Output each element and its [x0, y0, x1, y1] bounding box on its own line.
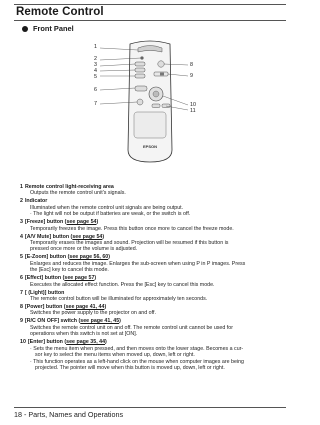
- entry-title-text: Indicator: [24, 198, 48, 205]
- title-rule: [14, 20, 286, 21]
- entry-number: 8: [20, 304, 23, 311]
- entry-number: 1: [20, 184, 23, 190]
- callout-3: 3: [94, 62, 97, 68]
- entry-title-text: [ (Light)] button: [24, 289, 65, 296]
- list-item: [20, 290, 288, 303]
- effect-button-shape: [135, 86, 147, 91]
- entry-number: 4: [20, 233, 23, 240]
- callout-10: 10: [190, 102, 196, 108]
- entry-title-text: [Enter] button (: [27, 339, 67, 346]
- page-reference-link[interactable]: see page 57: [64, 275, 95, 282]
- bullet-icon: [22, 26, 28, 32]
- remote-control-figure: [80, 38, 220, 168]
- description-bullet: · Sets the menu item when pressed, and then moves onto the lower stage. Becomes a cur-: [30, 346, 288, 352]
- entry-title-text: [A/V Mute] button (: [24, 233, 73, 240]
- page-reference-link[interactable]: see page 56, 60: [69, 254, 109, 261]
- list-item: [20, 219, 288, 232]
- list-item: [20, 318, 288, 337]
- subheading-text: Front Panel: [33, 24, 74, 33]
- entry-description: [20, 261, 288, 274]
- callout-4: 4: [94, 68, 97, 74]
- page-title: Remote Control: [16, 6, 104, 18]
- entry-number: 9: [20, 318, 23, 325]
- description-line: pressed once more or the volume is adjusted.: [30, 246, 138, 253]
- callout-8: 8: [190, 62, 193, 68]
- entry-number: 3: [20, 219, 23, 226]
- description-bullet: · The light will not be output if batteries are weak, or the switch is off.: [30, 211, 288, 217]
- description-bullet: sor key to select the menu items when moved up, down, left or right.: [35, 352, 195, 359]
- description-line: Executes the allocated effect function. Press the [Esc] key to cancel this mode.: [30, 281, 215, 288]
- entry-number: 7: [20, 289, 23, 296]
- entry-description: [20, 310, 288, 316]
- list-item: [20, 234, 288, 253]
- list-item: [20, 184, 288, 197]
- entry-description: [20, 226, 288, 232]
- entry-title-suffix: ): [119, 318, 121, 325]
- entry-number: 6: [20, 275, 23, 282]
- entry-description: [20, 205, 288, 218]
- page-reference-link[interactable]: see page 54: [66, 219, 97, 226]
- entry-description: [20, 240, 288, 253]
- description-line: Switches the power supply to the projector on and off.: [30, 310, 156, 317]
- callout-7: 7: [94, 101, 97, 107]
- entry-number: 5: [20, 254, 23, 261]
- entry-description: [20, 190, 288, 196]
- callout-5: 5: [94, 74, 97, 80]
- entry-title-text: [R/C ON OFF] switch (: [24, 318, 81, 325]
- callout-6: 6: [94, 87, 97, 93]
- entry-number: 10: [20, 339, 26, 346]
- page-footer: 18 - Parts, Names and Operations: [14, 410, 124, 419]
- description-line: the [Esc] key to cancel this mode.: [30, 267, 109, 274]
- entry-title-suffix: ): [96, 219, 99, 226]
- description-line: Enlarges and reduces the image. Enlarges the sub-screen when using P in P images. Press: [30, 260, 246, 267]
- list-item: [20, 304, 288, 317]
- description-bullet: · This function operates as a left-hand click on the mouse when computer images are being: [30, 359, 288, 365]
- callout-2: 2: [94, 56, 97, 62]
- entry-title-text: [Power] button (: [24, 304, 66, 311]
- brand-logo: EPSON: [142, 144, 158, 149]
- entry-title-text: [E-Zoom] button (: [24, 254, 70, 261]
- av-mute-button-shape: [135, 68, 145, 72]
- entry-title-suffix: ): [102, 233, 105, 240]
- description-line: Temporarily freezes the image. Press this button once more to cancel the freeze mode.: [30, 225, 234, 232]
- page-reference-link[interactable]: see page 54: [72, 233, 103, 240]
- list-item: [20, 198, 288, 217]
- entry-title-suffix: ): [94, 275, 97, 282]
- e-zoom-button-shape: [135, 74, 145, 78]
- entry-description: [20, 346, 288, 372]
- footer-rule: [14, 407, 286, 408]
- list-item: [20, 339, 288, 371]
- top-rule: [14, 4, 286, 5]
- power-button-shape: [158, 61, 164, 67]
- remote-control-illustration: [80, 38, 220, 168]
- lower-panel: [134, 112, 166, 138]
- description-line: Temporarily erases the images and sound. Projection will be resumed if this button is: [30, 240, 229, 247]
- page-reference-link[interactable]: see page 41, 44: [65, 304, 105, 311]
- entry-title-text: [Freeze] button (: [24, 219, 67, 226]
- entry-title-suffix: ): [105, 339, 107, 346]
- entry-number: 2: [20, 198, 23, 205]
- page-reference-link[interactable]: see page 35, 44: [66, 339, 106, 346]
- callout-9: 9: [190, 73, 193, 79]
- section-subheading: [22, 24, 74, 33]
- list-item: [20, 275, 288, 288]
- description-line: The remote control button will be illuminated for approximately ten seconds.: [30, 296, 208, 303]
- description-line: operations when this switch is not set at [ON].: [30, 331, 138, 338]
- entry-list: [20, 184, 288, 373]
- description-line: Outputs the remote control unit's signals.: [30, 190, 126, 197]
- callout-1: 1: [94, 44, 97, 50]
- description-bullet: projected. The pointer will move when this button is moved up, down, left or right.: [35, 364, 225, 371]
- page-reference-link[interactable]: see page 41, 45: [80, 318, 120, 325]
- entry-description: [20, 296, 288, 302]
- entry-description: [20, 282, 288, 288]
- entry-title-text: Remote control light-receiving area: [24, 184, 114, 190]
- entry-title-suffix: ): [104, 304, 107, 311]
- entry-description: [20, 325, 288, 338]
- entry-title-text: [Effect] button (: [24, 275, 65, 282]
- freeze-button-shape: [135, 62, 145, 66]
- description-line: Illuminated when the remote control unit signals are being output.: [30, 204, 184, 211]
- list-item: [20, 254, 288, 273]
- entry-title-suffix: ): [108, 254, 111, 261]
- light-button-shape: [137, 99, 143, 105]
- description-line: Switches the remote control unit on and off. The remote control unit cannot be used for: [30, 324, 233, 331]
- callout-11: 11: [190, 108, 196, 114]
